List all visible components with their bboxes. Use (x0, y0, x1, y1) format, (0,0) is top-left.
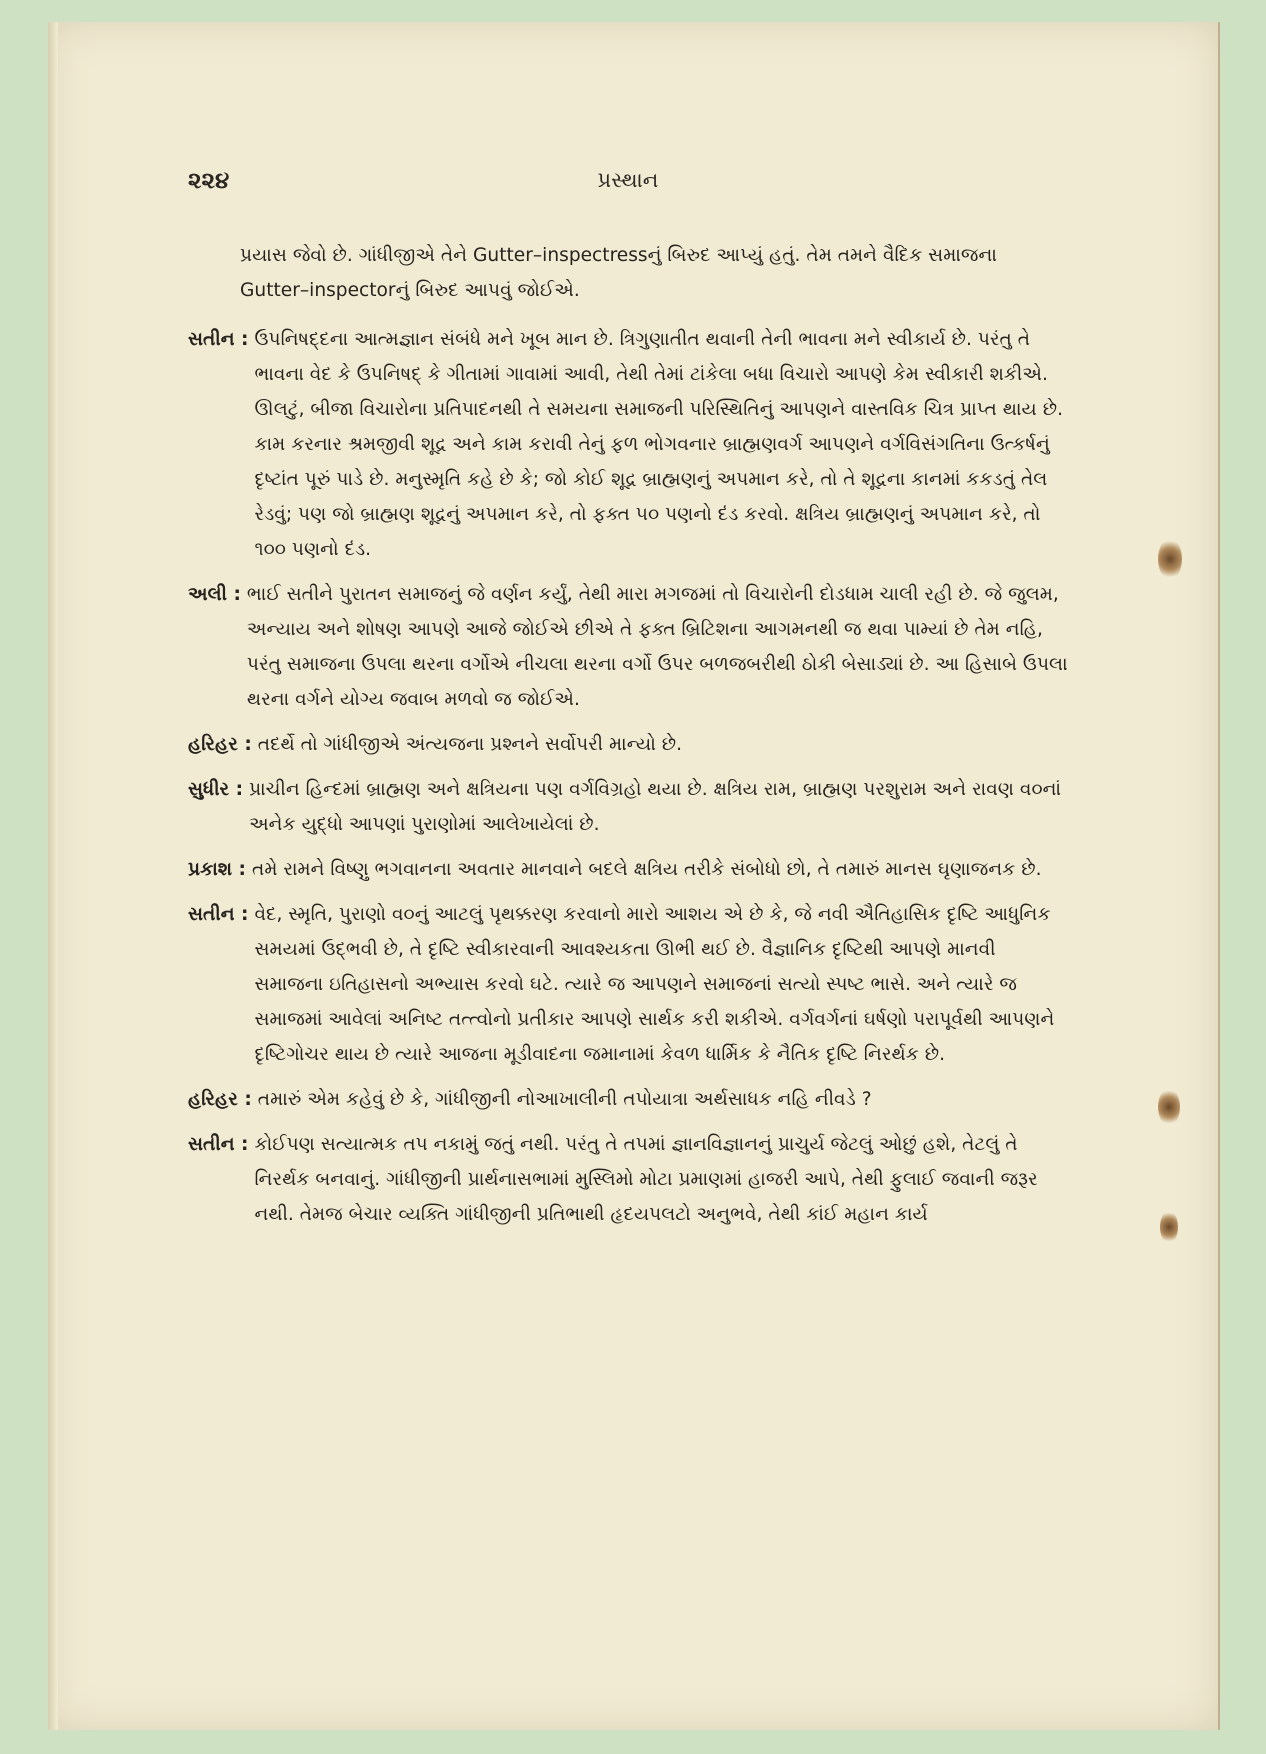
dialogue-text: કોઈપણ સત્યાત્મક તપ નકામું જતું નથી. પરંતુ તે તપમાં જ્ઞાનવિજ્ઞાનનું પ્રાચુર્ય જેટલું ઓછું હશે, તેટલું તે નિરર્થક બનવાનું. ગાંધીજીની પ્રાર્થનાસભામાં મુસ્લિમો મોટા પ્રમાણમાં હાજરી આપે, તેથી ફુલાઈ જવાની જરૂર નથી. તેમજ બેચાર વ્યક્તિ ગાંધીજીની પ્રતિભાથી હૃદયપલટો અનુભવે, તેથી કાંઈ મહાન કાર્ય (254, 1134, 1038, 1225)
speaker-name: સતીન : (188, 329, 249, 350)
speaker-name: સતીન : (188, 1134, 249, 1155)
speaker-name: હરિહર : (188, 734, 252, 755)
speaker-name: સુધીર : (188, 779, 244, 800)
dialogue-entry (188, 322, 1068, 567)
running-title: પ્રસ્થાન (597, 168, 659, 192)
dialogue-entry (188, 1127, 1068, 1232)
dialogue-entry (188, 577, 1068, 717)
foxing-stain (1160, 1210, 1178, 1244)
dialogue-text: તદર્થે તો ગાંધીજીએ અંત્યજના પ્રશ્નને સર્વોપરી માન્યો છે. (257, 734, 683, 755)
page-body (188, 238, 1068, 1242)
speaker-name: હરિહર : (188, 1089, 252, 1110)
dialogue-entry (188, 852, 1068, 887)
page-header (188, 168, 1068, 208)
page-number: ૨૨૪ (188, 168, 230, 194)
foxing-stain (1158, 1088, 1180, 1126)
dialogue-entry (188, 897, 1068, 1072)
speaker-name: સતીન : (188, 904, 249, 925)
dialogue-entry (188, 1082, 1068, 1117)
dialogue-text: વેદ, સ્મૃતિ, પુરાણો વ૦નું આટલું પૃથક્કરણ કરવાનો મારો આશય એ છે કે, જે નવી ઐતિહાસિક દૃષ્ટિ આધુનિક સમયમાં ઉદ્ભવી છે, તે દૃષ્ટિ સ્વીકારવાની આવશ્યકતા ઊભી થઈ છે. વૈજ્ઞાનિક દૃષ્ટિથી આપણે માનવી સમાજના ઇતિહાસનો અભ્યાસ કરવો ઘટે. ત્યારે જ આપણને સમાજનાં સત્યો સ્પષ્ટ ભાસે. અને ત્યારે જ સમાજમાં આવેલાં અનિષ્ટ તત્ત્વોનો પ્રતીકાર આપણે સાર્થક કરી શકીએ. વર્ગવર્ગનાં ઘર્ષણો પરાપૂર્વથી આપણને દૃષ્ટિગોચર થાય છે ત્યારે આજના મૂડીવાદના જમાનામાં કેવળ ધાર્મિક કે નૈતિક દૃષ્ટિ નિરર્થક છે. (254, 904, 1055, 1065)
continuation-paragraph: પ્રયાસ જેવો છે. ગાંધીજીએ તેને Gutter–inspectressનું બિરુદ આપ્યું હતું. તેમ તમને વૈદિક સમાજના Gutter–inspectorનું બિરુદ આપવું જોઈએ. (240, 245, 997, 301)
dialogue-entry (188, 727, 1068, 762)
speaker-name: પ્રકાશ : (188, 859, 246, 880)
foxing-stain (1158, 538, 1182, 580)
dialogue-text: તમારું એમ કહેવું છે કે, ગાંધીજીની નોઆખાલીની તપોયાત્રા અર્થસાધક નહિ નીવડે ? (257, 1089, 872, 1110)
speaker-name: અલી : (188, 584, 241, 605)
dialogue-text: તમે રામને વિષ્ણુ ભગવાનના અવતાર માનવાને બદલે ક્ષત્રિય તરીકે સંબોધો છો, તે તમારું માનસ ઘૃણાજનક છે. (252, 859, 1042, 880)
dialogue-entry (188, 772, 1068, 842)
dialogue-text: ઉપનિષદ્દના આત્મજ્ઞાન સંબંધે મને ખૂબ માન છે. ત્રિગુણાતીત થવાની તેની ભાવના મને સ્વીકાર્ય છે. પરંતુ તે ભાવના વેદ કે ઉપનિષદ્ કે ગીતામાં ગાવામાં આવી, તેથી તેમાં ટાંકેલા બધા વિચારો આપણે કેમ સ્વીકારી શકીએ. ઊલટું, બીજા વિચારોના પ્રતિપાદનથી તે સમયના સમાજની પરિસ્થિતિનું આપણને વાસ્તવિક ચિત્ર પ્રાપ્ત થાય છે. કામ કરનાર શ્રમજીવી શૂદ્ર અને કામ કરાવી તેનું ફળ ભોગવનાર બ્રાહ્મણવર્ગ આપણને વર્ગવિસંગતિના ઉત્કર્ષનું દૃષ્ટાંત પૂરું પાડે છે. મનુસ્મૃતિ કહે છે કે; જો કોઈ શૂદ્ર બ્રાહ્મણનું અપમાન કરે, તો તે શૂદ્રના કાનમાં કકડતું તેલ રેડવું; પણ જો બ્રાહ્મણ શૂદ્રનું અપમાન કરે, તો ફક્ત ૫૦ પણનો દંડ કરવો. ક્ષત્રિય બ્રાહ્મણનું અપમાન કરે, તો ૧૦૦ પણનો દંડ. (254, 329, 1063, 560)
dialogue-text: પ્રાચીન હિન્દમાં બ્રાહ્મણ અને ક્ષત્રિયના પણ વર્ગવિગ્રહો થયા છે. ક્ષત્રિય રામ, બ્રાહ્મણ પરશુરામ અને રાવણ વ૦નાં અનેક યુદ્ધો આપણાં પુરાણોમાં આલેખાયેલાં છે. (249, 779, 1062, 835)
page-binding-edge (48, 22, 58, 1730)
dialogue-text: ભાઈ સતીને પુરાતન સમાજનું જે વર્ણન કર્યું, તેથી મારા મગજમાં તો વિચારોની દોડધામ ચાલી રહી છે. જે જુલમ, અન્યાય અને શોષણ આપણે આજે જોઈએ છીએ તે ફક્ત બ્રિટિશના આગમનથી જ થવા પામ્યાં છે તેમ નહિ, પરંતુ સમાજના ઉપલા થરના વર્ગોએ નીચલા થરના વર્ગો ઉપર બળજબરીથી ઠોકી બેસાડ્યાં છે. આ હિસાબે ઉપલા થરના વર્ગને યોગ્ય જવાબ મળવો જ જોઈએ. (246, 584, 1068, 710)
